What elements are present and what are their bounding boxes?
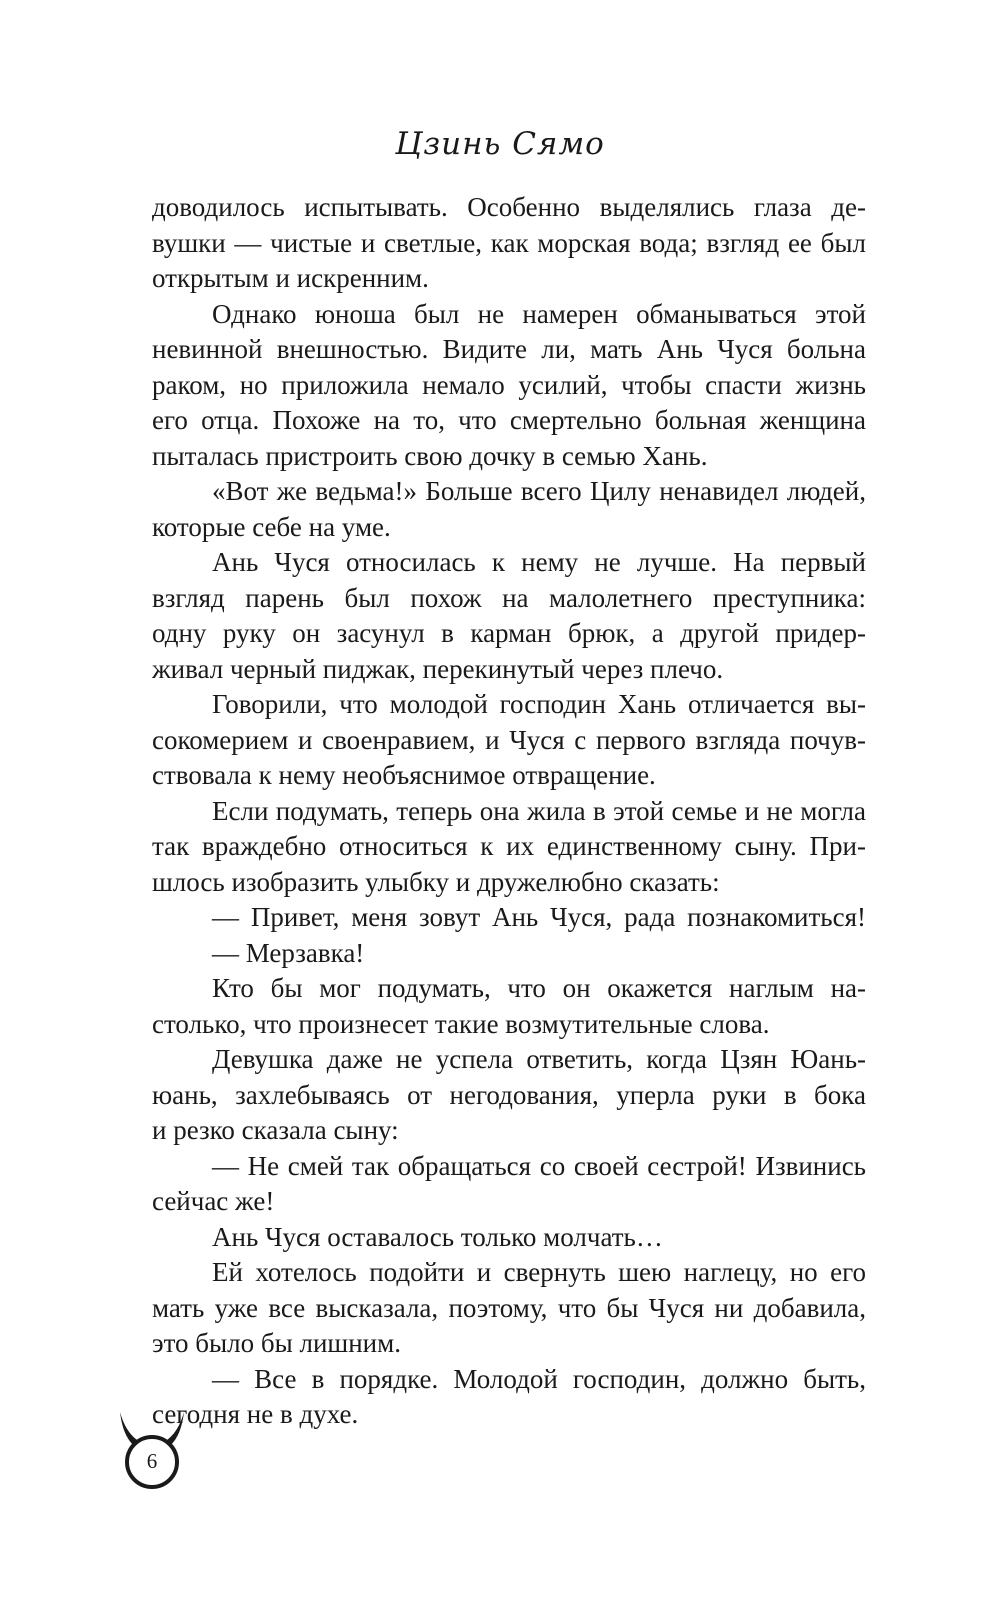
text-line: взгляд парень был похож на малолетнего преступника: (152, 582, 866, 613)
page-number-badge (116, 1406, 196, 1496)
text-line: невинной внешностью. Видите ли, мать Ань Чуся больна (152, 334, 866, 364)
text-line: его отца. Похоже на то, что смертельно больная женщина (152, 405, 866, 435)
text-line: — Мерзавка! (212, 937, 365, 968)
running-head: Цзинь Сямо (395, 126, 605, 162)
text-line: живал черный пиджак, перекинутый через плечо. (152, 653, 724, 684)
text-line: столько, что произнесет такие возмутительные слова. (152, 1008, 770, 1039)
text-line: и резко сказала сыну: (152, 1115, 399, 1145)
text-line: мать уже все высказала, поэтому, что бы Чуся ни добавила, (152, 1292, 866, 1323)
text-line: доводилось испытывать. Особенно выделялись глаза де- (152, 192, 866, 222)
text-line: открытым и искренним. (152, 263, 429, 293)
text-line: — Привет, меня зовут Ань Чуся, рада познакомиться! (212, 902, 866, 932)
text-line: Ань Чуся оставалось только молчать… (212, 1221, 663, 1252)
text-line: так враждебно относиться к их единственному сыну. При- (152, 831, 866, 861)
text-line: которые себе на уме. (152, 511, 391, 542)
text-line: сокомерием и своенравием, и Чуся с первого взгляда почув- (152, 724, 866, 755)
text-line: «Вот же ведьма!» Больше всего Цилу ненавидел людей, (212, 476, 866, 506)
text-line: — Все в порядке. Молодой господин, должно быть, (212, 1363, 866, 1394)
text-line: вушки — чистые и светлые, как морская вода; взгляд ее был (152, 227, 866, 258)
text-line: сейчас же! (152, 1186, 275, 1216)
text-line: шлось изобразить улыбку и дружелюбно сказать: (152, 866, 720, 897)
text-line: Ань Чуся относилась к нему не лучше. На первый (212, 547, 866, 577)
text-line: раком, но приложила немало усилий, чтобы спасти жизнь (152, 369, 866, 400)
text-line: Кто бы мог подумать, что он окажется наглым на- (212, 973, 866, 1003)
text-line: ствовала к нему необъяснимое отвращение. (152, 760, 656, 790)
text-line: Девушка даже не успела ответить, когда Цзян Юань- (212, 1044, 866, 1074)
text-line: сегодня не в духе. (152, 1399, 359, 1429)
text-line: Если подумать, теперь она жила в этой семье и не могла (212, 795, 866, 826)
text-line: Однако юноша был не намерен обманываться этой (212, 298, 866, 329)
page-number: 6 (146, 1449, 158, 1473)
text-line: одну руку он засунул в карман брюк, а другой придер- (152, 618, 866, 648)
text-line: пыталась пристроить свою дочку в семью Хань. (152, 440, 708, 471)
text-line: это было бы лишним. (152, 1328, 401, 1358)
text-line: Ей хотелось подойти и свернуть шею наглецу, но его (212, 1257, 866, 1287)
text-line: — Не смей так обращаться со своей сестрой! Извинись (212, 1150, 866, 1181)
text-line: Говорили, что молодой господин Хань отличается вы- (212, 689, 866, 719)
body-text (152, 190, 866, 1433)
text-line: юань, захлебываясь от негодования, уперла руки в бока (152, 1079, 866, 1110)
